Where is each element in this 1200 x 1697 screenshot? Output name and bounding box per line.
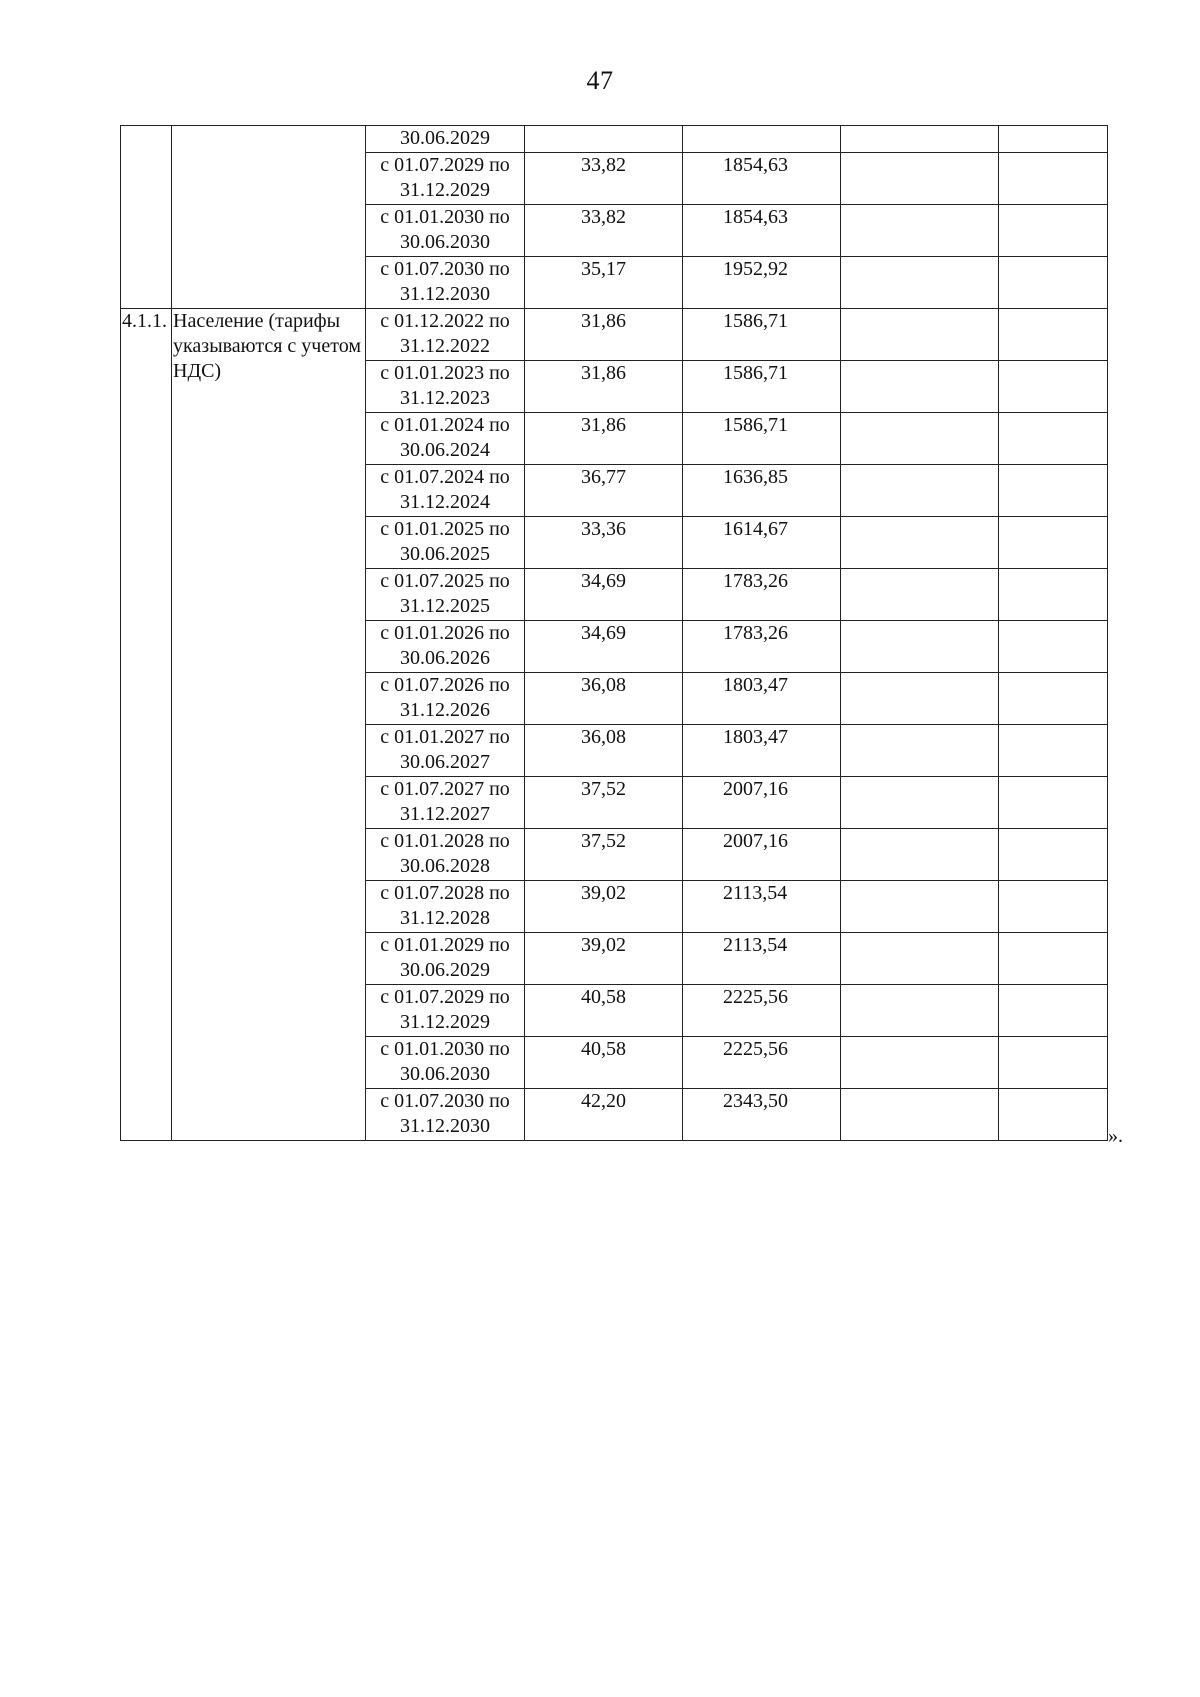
value-cell: 35,17: [525, 257, 683, 309]
value-cell: [683, 153, 841, 205]
value-cell: [683, 465, 841, 517]
empty-cell: [841, 1089, 999, 1141]
value-cell: [683, 777, 841, 829]
empty-cell: [841, 1037, 999, 1089]
period-cell: с 01.01.2027 по 30.06.2027: [366, 725, 525, 777]
empty-cell: [841, 413, 999, 465]
value-cell: 39,02: [525, 933, 683, 985]
table-row: [121, 126, 1108, 153]
empty-cell: [841, 933, 999, 985]
value-cell-text: 2113,54: [723, 882, 788, 904]
period-cell: с 01.01.2028 по 30.06.2028: [366, 829, 525, 881]
value-cell: 31,86: [525, 309, 683, 361]
period-cell: с 01.07.2024 по 31.12.2024: [366, 465, 525, 517]
empty-cell: [841, 881, 999, 933]
empty-cell: [999, 725, 1108, 777]
value-cell: 36,77: [525, 465, 683, 517]
empty-cell: [841, 205, 999, 257]
period-cell: с 01.07.2029 по 31.12.2029: [366, 153, 525, 205]
value-cell: [683, 933, 841, 985]
empty-cell: [999, 361, 1108, 413]
value-cell: [683, 1089, 841, 1141]
empty-cell: [841, 361, 999, 413]
value-cell-text: 1783,26: [723, 570, 788, 592]
period-cell: с 01.07.2028 по 31.12.2028: [366, 881, 525, 933]
period-cell: с 01.07.2030 по 31.12.2030: [366, 1089, 525, 1141]
value-cell: 33,82: [525, 153, 683, 205]
value-cell-text: 1783,26: [723, 622, 788, 644]
empty-cell: [999, 569, 1108, 621]
empty-cell: [999, 257, 1108, 309]
empty-cell: [999, 465, 1108, 517]
empty-cell: [999, 309, 1108, 361]
value-cell: [683, 126, 841, 153]
empty-cell: [999, 933, 1108, 985]
empty-cell: [841, 673, 999, 725]
period-cell: с 01.01.2030 по 30.06.2030: [366, 1037, 525, 1089]
empty-cell: [999, 1089, 1108, 1141]
value-cell: 31,86: [525, 361, 683, 413]
value-cell: 36,08: [525, 673, 683, 725]
empty-cell: [999, 621, 1108, 673]
value-cell-text: 1636,85: [723, 466, 788, 488]
empty-cell: [841, 517, 999, 569]
empty-cell: [841, 126, 999, 153]
period-cell: с 01.01.2029 по 30.06.2029: [366, 933, 525, 985]
value-cell-text: 1586,71: [723, 362, 788, 384]
empty-cell: [841, 621, 999, 673]
empty-cell: [999, 985, 1108, 1037]
value-cell-text: 2343,50: [723, 1090, 788, 1112]
empty-cell: [841, 465, 999, 517]
empty-cell: [841, 829, 999, 881]
value-cell-text: 1803,47: [723, 674, 788, 696]
period-cell: с 01.07.2027 по 31.12.2027: [366, 777, 525, 829]
value-cell: 31,86: [525, 413, 683, 465]
empty-cell: [999, 126, 1108, 153]
row-name-cell: [172, 126, 366, 309]
row-number-cell: 4.1.1.: [121, 309, 172, 1141]
value-cell-text: 2113,54: [723, 934, 788, 956]
value-cell-text: 1586,71: [723, 414, 788, 436]
empty-cell: [999, 1037, 1108, 1089]
period-cell: с 01.07.2030 по 31.12.2030: [366, 257, 525, 309]
empty-cell: [841, 309, 999, 361]
value-cell: [683, 517, 841, 569]
value-cell: [683, 309, 841, 361]
value-cell: [683, 621, 841, 673]
empty-cell: [999, 777, 1108, 829]
empty-cell: [841, 569, 999, 621]
table-row: [121, 309, 1108, 361]
empty-cell: [841, 153, 999, 205]
empty-cell: [841, 725, 999, 777]
value-cell: 34,69: [525, 569, 683, 621]
value-cell-text: 2225,56: [723, 1038, 788, 1060]
value-cell: 40,58: [525, 1037, 683, 1089]
value-cell: [683, 361, 841, 413]
value-cell: [683, 985, 841, 1037]
tariff-table: [120, 125, 1108, 1141]
closing-quote: ».: [1108, 1125, 1123, 1147]
empty-cell: [999, 673, 1108, 725]
empty-cell: [999, 829, 1108, 881]
empty-cell: [841, 985, 999, 1037]
empty-cell: [999, 205, 1108, 257]
value-cell-text: 2225,56: [723, 986, 788, 1008]
period-cell: с 01.01.2023 по 31.12.2023: [366, 361, 525, 413]
value-cell: [683, 413, 841, 465]
value-cell-text: 2007,16: [723, 830, 788, 852]
empty-cell: [841, 257, 999, 309]
empty-cell: [999, 517, 1108, 569]
value-cell: [525, 126, 683, 153]
value-cell: 37,52: [525, 829, 683, 881]
value-cell-text: 2007,16: [723, 778, 788, 800]
value-cell-text: 1586,71: [723, 310, 788, 332]
value-cell: 36,08: [525, 725, 683, 777]
row-number-cell: [121, 126, 172, 309]
empty-cell: [999, 881, 1108, 933]
value-cell: [683, 725, 841, 777]
value-cell-text: 1854,63: [723, 154, 788, 176]
period-cell: 30.06.2029: [366, 126, 525, 153]
value-cell: [683, 1037, 841, 1089]
value-cell: 33,82: [525, 205, 683, 257]
period-cell: с 01.07.2025 по 31.12.2025: [366, 569, 525, 621]
period-cell: с 01.12.2022 по 31.12.2022: [366, 309, 525, 361]
value-cell: 40,58: [525, 985, 683, 1037]
value-cell-text: 1854,63: [723, 206, 788, 228]
period-cell: с 01.01.2030 по 30.06.2030: [366, 205, 525, 257]
value-cell-text: 1803,47: [723, 726, 788, 748]
empty-cell: [841, 777, 999, 829]
value-cell: 39,02: [525, 881, 683, 933]
value-cell: [683, 569, 841, 621]
value-cell: [683, 673, 841, 725]
value-cell: 42,20: [525, 1089, 683, 1141]
value-cell: [683, 829, 841, 881]
value-cell: 33,36: [525, 517, 683, 569]
value-cell: [683, 205, 841, 257]
period-cell: с 01.07.2026 по 31.12.2026: [366, 673, 525, 725]
page-number: 47: [586, 66, 614, 95]
value-cell: [683, 257, 841, 309]
empty-cell: [999, 153, 1108, 205]
value-cell-text: 1952,92: [723, 258, 788, 280]
row-name-cell: Население (тарифы указываются с учетом НДС): [172, 309, 366, 1141]
period-cell: с 01.01.2026 по 30.06.2026: [366, 621, 525, 673]
value-cell: 34,69: [525, 621, 683, 673]
period-cell: с 01.07.2029 по 31.12.2029: [366, 985, 525, 1037]
value-cell-text: 1614,67: [723, 518, 788, 540]
period-cell: с 01.01.2024 по 30.06.2024: [366, 413, 525, 465]
empty-cell: [999, 413, 1108, 465]
value-cell: 37,52: [525, 777, 683, 829]
value-cell: [683, 881, 841, 933]
period-cell: с 01.01.2025 по 30.06.2025: [366, 517, 525, 569]
